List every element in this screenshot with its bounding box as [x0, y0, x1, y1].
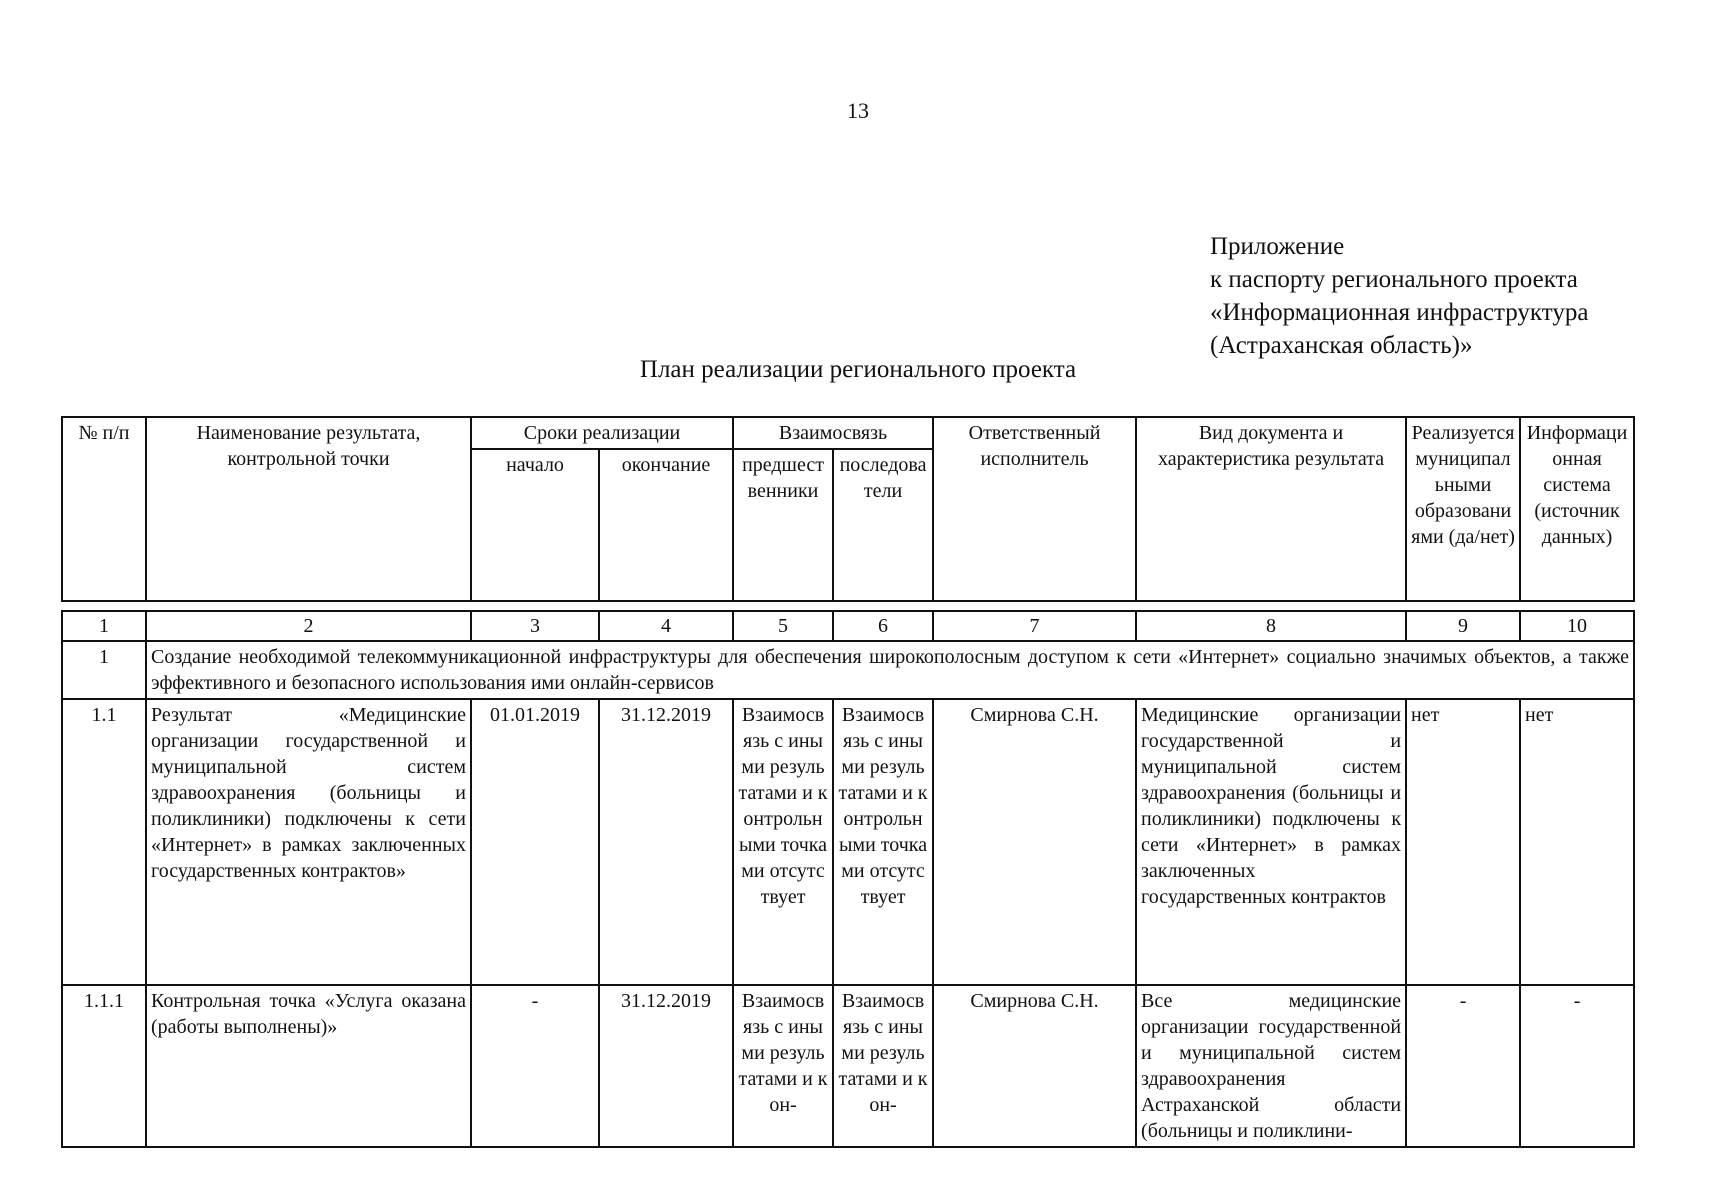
header-doc-type: Вид документа и характеристика результата	[1136, 417, 1406, 601]
column-number: 7	[933, 611, 1136, 641]
row-predecessors: Взаимосвязь с иными результатами и кон-	[733, 985, 833, 1147]
row-successors: Взаимосвязь с иными результатами и контрольными точками отсутствует	[833, 699, 933, 985]
column-number: 3	[471, 611, 599, 641]
column-number: 10	[1520, 611, 1634, 641]
row-start: -	[471, 985, 599, 1147]
column-number: 2	[146, 611, 471, 641]
header-num: № п/п	[62, 417, 146, 601]
column-number: 8	[1136, 611, 1406, 641]
header-end: окончание	[599, 449, 733, 601]
appendix-note	[1210, 230, 1588, 362]
row-predecessors: Взаимосвязь с иными результатами и контрольными точками отсутствует	[733, 699, 833, 985]
section-num: 1	[62, 641, 146, 699]
row-municipal: -	[1406, 985, 1520, 1147]
header-name: Наименование результата, контрольной точки	[146, 417, 471, 601]
plan-title: План реализации регионального проекта	[639, 356, 1077, 383]
section-row	[62, 641, 1634, 699]
row-info-system: нет	[1520, 699, 1634, 985]
column-number: 4	[599, 611, 733, 641]
row-info-system: -	[1520, 985, 1634, 1147]
section-text: Создание необходимой телекоммуникационной инфраструктуры для обеспечения широкополосным доступом к сети «Интернет» социально значимых объектов, а также эффективного и безопасного использования ими онлайн-сервисов	[146, 641, 1634, 699]
column-number: 9	[1406, 611, 1520, 641]
row-doc-type: Все медицинские организации государственной и муниципальной систем здравоохранения Астраханской области (больницы и поликлини-	[1136, 985, 1406, 1147]
table-row	[62, 699, 1634, 985]
plan-table	[61, 416, 1635, 1148]
header-info-system: Информационная система (источник данных)	[1520, 417, 1634, 601]
table-row	[62, 985, 1634, 1147]
page-number: 13	[847, 98, 869, 123]
header-responsible: Ответственный исполнитель	[933, 417, 1136, 601]
row-name: Контрольная точка «Услуга оказана (работы выполнены)»	[146, 985, 471, 1147]
row-municipal: нет	[1406, 699, 1520, 985]
row-num: 1.1.1	[62, 985, 146, 1147]
row-successors: Взаимосвязь с иными результатами и кон-	[833, 985, 933, 1147]
row-name: Результат «Медицинские организации государственной и муниципальной систем здравоохранения (больницы и поликлиники) подключены к сети «Интернет» в рамках заключенных государственных контрактов»	[146, 699, 471, 985]
column-number: 1	[62, 611, 146, 641]
appendix-line: (Астраханская область)»	[1210, 332, 1473, 359]
column-number: 5	[733, 611, 833, 641]
row-end: 31.12.2019	[599, 985, 733, 1147]
row-num: 1.1	[62, 699, 146, 985]
header-link-group: Взаимосвязь	[733, 417, 933, 449]
header-terms-group: Сроки реализации	[471, 417, 733, 449]
header-gap	[62, 601, 1634, 611]
appendix-line: Приложение	[1210, 233, 1345, 260]
row-doc-type: Медицинские организации государственной и муниципальной систем здравоохранения (больницы и поликлиники) подключены к сети «Интернет» в рамках заключенных государственных контрактов	[1136, 699, 1406, 985]
row-end: 31.12.2019	[599, 699, 733, 985]
header-municipal: Реализуется муниципальными образованиями (да/нет)	[1406, 417, 1520, 601]
header-successors: последователи	[833, 449, 933, 601]
column-number: 6	[833, 611, 933, 641]
row-responsible: Смирнова С.Н.	[933, 699, 1136, 985]
appendix-line: к паспорту регионального проекта	[1210, 266, 1578, 293]
row-start: 01.01.2019	[471, 699, 599, 985]
header-start: начало	[471, 449, 599, 601]
header-predecessors: предшественники	[733, 449, 833, 601]
row-responsible: Смирнова С.Н.	[933, 985, 1136, 1147]
column-number-row	[62, 611, 1634, 641]
appendix-line: «Информационная инфраструктура	[1210, 299, 1589, 326]
